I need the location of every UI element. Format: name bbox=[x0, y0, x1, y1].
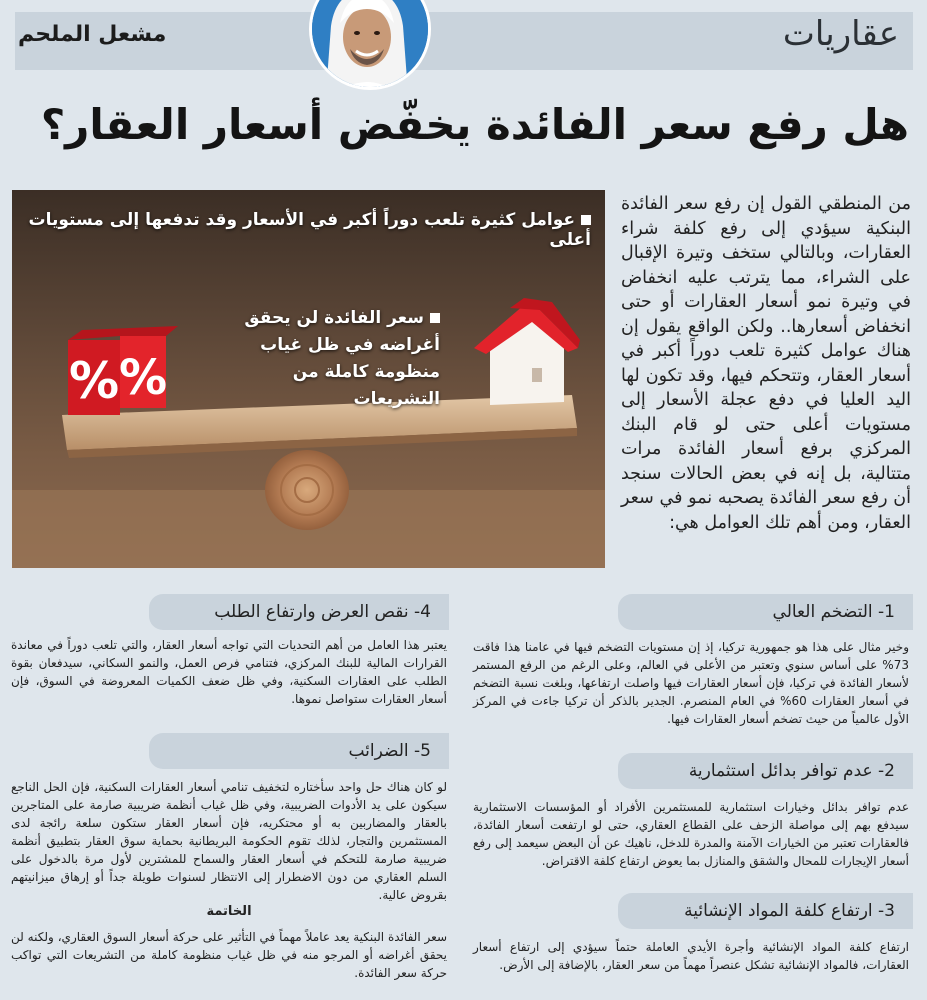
author-portrait bbox=[309, 0, 428, 90]
bullet-square-icon bbox=[581, 215, 591, 225]
conclusion-title: الخاتمة bbox=[206, 904, 252, 919]
section-2-body: عدم توافر بدائل وخيارات استثمارية للمستثمرين الأفراد أو المؤسسات الاستثمارية سيدفع بهم إلى مواصلة الزحف على القطاع العقاري، حتى لو ارتفعت أسعار الفائدة، فالعقارات تعتبر من الخيارات الآمنة والمدرة للدخل، ناهيك عن أن البعض سيعمد إلى رفع أسعار الإيجارات للمحال والشقق والمنازل بما يعوض ارتفاع كلفة الاقتراض. bbox=[473, 800, 909, 868]
photo-caption-middle: سعر الفائدة لن يحقق أغراضه في ظل غياب منظومة كاملة من التشريعات bbox=[244, 308, 440, 409]
section-3-heading: 3- ارتفاع كلفة المواد الإنشائية bbox=[618, 893, 913, 929]
headline: هل رفع سعر الفائدة يخفّض أسعار العقار؟ bbox=[40, 100, 909, 149]
author-photo bbox=[309, 0, 431, 90]
section-3-body: ارتفاع كلفة المواد الإنشائية وأجرة الأيدي العاملة حتماً سيؤدي إلى ارتفاع أسعار العقارات، فالمواد الإنشائية تشكل عنصراً مهماً من سعر العقار، بالإضافة إلى الأرض. bbox=[473, 940, 909, 972]
section-4-body: يعتبر هذا العامل من أهم التحديات التي تواجه أسعار العقار، والتي تلعب دوراً في معاندة القرارات المالية للبنك المركزي، فتنامي فرص العمل، والنمو السكاني، سيدفعان بقوة الطلب على العقارات السكنية، وفي ظل ضعف الكميات المعروضة في السوق، فإن أسعار العقارات ستواصل نموها. bbox=[11, 638, 447, 706]
bullet-square-icon bbox=[430, 313, 440, 323]
intro-paragraph: من المنطقي القول إن رفع سعر الفائدة البنكية سيؤدي إلى رفع كلفة شراء العقارات، وبالتالي ستخف وتيرة الإقبال على الشراء، مما يترتب عليه انخفاض في وتيرة نمو أسعار العقارات أو حتى انخفاض أسعارها.. ولكن الواقع يقول إن هناك عوامل كثيرة تلعب دوراً أكبر في أسعار العقار، وتتحكم فيها، وقد تكون لها اليد العليا في دفع عجلة الأسعار إلى مستويات أعلى حتى لو قام البنك المركزي برفع أسعار الفائدة مرات متتالية، بل إنه في بعض الحالات سنجد أن رفع سعر الفائدة يصحبه نمو في سعر العقار، ومن أهم تلك العوامل هي: bbox=[621, 194, 911, 533]
section-2-heading: 2- عدم توافر بدائل استثمارية bbox=[618, 753, 913, 789]
author-name: مشعل الملحم bbox=[18, 22, 167, 47]
section-1-heading: 1- التضخم العالي bbox=[618, 594, 913, 630]
section-5-body: لو كان هناك حل واحد سأختاره لتخفيف تنامي أسعار العقارات السكنية، فإن الحل الناجع سيكون على يد الأدوات الضريبية، وفي ظل غياب أنظمة ضريبية صارمة على المتاجرين بالعقار والمضاربين به أو محتكريه، فإن أسعار العقار ستكون سلعة رائجة لدى المستثمرين والتجار، لذلك تقوم الحكومة البريطانية بحماية سوق العقار بتطبيق أنظمة ضريبية صارمة للتحكم في أسعار العقار والسماح للمشترين لأول مرة بالدخول على السلم العقاري من دون الاضطرار إلى الانتظار لسنوات طويلة جداً أو إرهاق ميزانيتهم بقروض عالية. bbox=[11, 780, 447, 902]
section-4-heading: 4- نقص العرض وارتفاع الطلب bbox=[149, 594, 449, 630]
conclusion-body: سعر الفائدة البنكية يعد عاملاً مهماً في التأثير على حركة أسعار السوق العقاري، ولكنه لن يحقق أغراضه أو المرجو منه في ظل غياب منظومة كاملة من التشريعات التي تواكب حركة سعر الفائدة. bbox=[11, 930, 447, 980]
section-1-body: وخير مثال على هذا هو جمهورية تركيا، إذ إن مستويات التضخم فيها في عامنا هذا فاقت 73% على أساس سنوي وتعتبر من الأعلى في العالم، وعلى الرغم من الرفع المستمر لأسعار الفائدة في تركيا، فإن أسعار العقارات فيها واصلت ارتفاعها، وبلغت نسبة التضخم في أسعار العقارات 60% في العام المنصرم. الجدير بالذكر أن تركيا جاءت في المركز الأول عالمياً من حيث تضخم أسعار العقارات فيها. bbox=[473, 640, 909, 726]
percent-block-left: % bbox=[68, 352, 120, 410]
section-title: عقاريات bbox=[782, 14, 899, 54]
photo-caption-top: عوامل كثيرة تلعب دوراً أكبر في الأسعار وقد تدفعها إلى مستويات أعلى bbox=[28, 210, 591, 250]
section-5-heading: 5- الضرائب bbox=[149, 733, 449, 769]
percent-block-right: % bbox=[118, 350, 168, 406]
article-photo bbox=[12, 190, 605, 568]
